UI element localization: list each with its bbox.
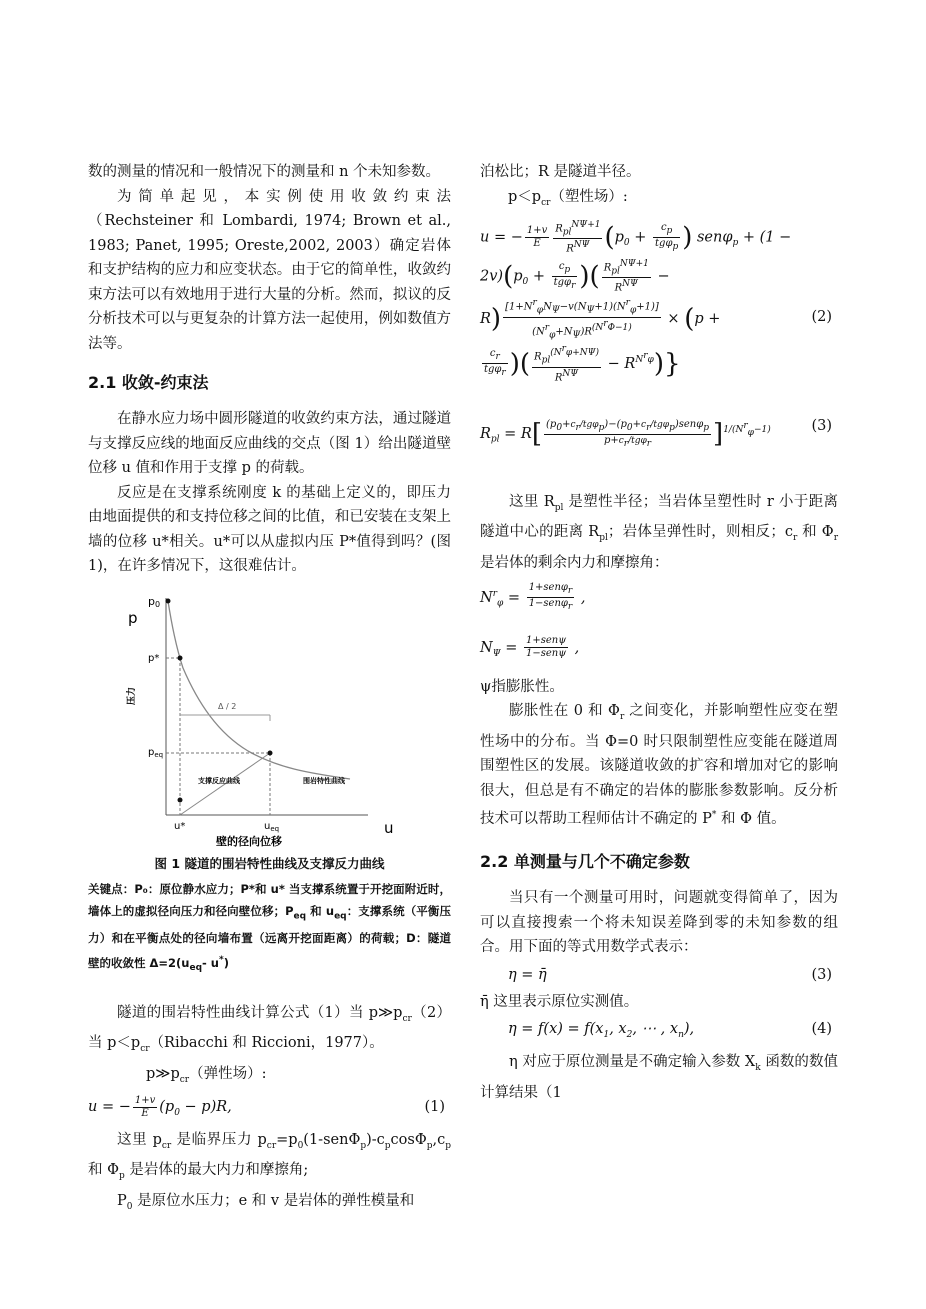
- x-label: 壁的径向位移: [216, 834, 282, 848]
- paragraph: 这里 $R_{pl}$ 是塑性半径；当岩体呈塑性时 r 小于距离隧道中心的距离 $R_{pl}$；岩体呈弹性时，则相反；$c_r$ 和 $\Phi_r$ 是岩体的剩余内力和摩擦角：: [480, 493, 838, 571]
- figure-1: [88, 593, 451, 848]
- equation-number: (3): [811, 966, 832, 983]
- section-heading-2-2: 2.2 单测量与几个不确定参数: [480, 852, 690, 872]
- equation-2: u = − $\frac{1+v}{E}$ $\frac{R_{pl}^{N\Psi+1}}{R^{N\Psi}}$ ($p_0$ + $\frac{c_p}{tg\varphi_p}$ ) senφ$_p$ + (1 − $2v)(p_0$ + $\frac{c_p}{tg\varphi_r}$ )( $\frac{R_{pl}^{N\Psi+1}}{R^{N\Psi}}$ − R) $\frac{[1+N^r_\varphi N_\Psi-v(N_\Psi+1)(N^r_\varphi+1)]}{(N^r_\varphi+N_\Psi)R^{(N^r\Phi-1)}}$ × (p + $\frac{c_r}{tg\varphi_r}$ )( $\frac{R_{pl}^{(N^r\varphi+N\Psi)}}{R^{N\Psi}}$ − $R^{N^r\varphi}$)} (2): [480, 219, 832, 384]
- figure-1-chart: [88, 593, 451, 848]
- paragraph: 在静水应力场中圆形隧道的收敛约束方法，通过隧道与支撑反应线的地面反应曲线的交点（图 1）给出隧道壁位移 u 值和作用于支撑 p 的荷载。: [88, 411, 451, 476]
- equation-3b: η = η̄ (3): [480, 962, 838, 988]
- paragraph: 为简单起见，本实例使用收敛约束法（Rechsteiner 和 Lombardi, 1974; Brown et al., 1983; Panet, 1995; Oreste,2002, 2003）确定岩体和支护结构的应力和应变状态。由于它的简单性，收敛约束方法可以有效地用于进行大量的分析。然而，拟议的反分析技术可以与更复杂的计算方法一起使用，例如数值方法等。: [88, 188, 451, 352]
- equation-n-psi: $N_\Psi$ = $\frac{\text{1+senψ}}{\text{1−senψ}}$ ,: [480, 635, 580, 660]
- point-p0: [166, 598, 171, 603]
- y-label: 压力: [127, 686, 137, 705]
- equation-n-phi: $N^r_\varphi$ = $\frac{1+sen\varphi_r}{1-sen\varphi_r}$ ,: [480, 582, 586, 613]
- ustar-label: u*: [174, 820, 186, 832]
- rock-characteristic-curve: [168, 601, 350, 779]
- equation-number: (1): [424, 1099, 445, 1116]
- point-eq: [268, 750, 273, 755]
- paragraph: η 对应于原位测量是不确定输入参数 $X_k$ 函数的数值计算结果（1: [480, 1054, 838, 1101]
- paragraph: $P_0$ 是原位水压力；e 和 v 是岩体的弹性模量和: [117, 1192, 415, 1212]
- pstar-label: p*: [148, 652, 160, 664]
- y-axis-symbol: p: [128, 608, 138, 627]
- left-column: [88, 160, 451, 1219]
- paragraph: 泊松比；R 是隧道半径。: [480, 164, 641, 180]
- ueq-label: $u_{eq}$: [264, 820, 280, 833]
- point-pstar: [178, 655, 183, 660]
- right-column: [480, 160, 838, 1105]
- support-curve-label: 支撑反应曲线: [198, 776, 240, 785]
- delta-label: Δ / 2: [218, 701, 237, 711]
- elastic-field-label: $p≫p_{cr}$（弹性场）:: [146, 1065, 267, 1085]
- point-ustar: [178, 797, 183, 802]
- figure-caption: 图 1 隧道的围岩特性曲线及支撑反力曲线: [154, 855, 385, 871]
- equation-1: u = − $\frac{1+v}{E}$ $(p_0 - p)R$, (1): [88, 1094, 445, 1119]
- paragraph: η̄ 这里表示原位实测值。: [480, 993, 639, 1010]
- section-heading-2-1: 2.1 收敛-约束法: [88, 373, 209, 392]
- paragraph: 这里 $p_{cr}$ 是临界压力 $p_{cr}=p_0(1-sen\Phi_p)-c_p\cos\Phi_p,c_p$ 和 $\Phi_p$ 是岩体的最大内力和摩擦角;: [88, 1131, 451, 1182]
- plastic-field-label: $p<p_{cr}$（塑性场）:: [508, 188, 628, 208]
- paragraph: 当只有一个测量可用时，问题就变得简单了，因为可以直接搜索一个将未知误差降到零的未知参数的组合。用下面的等式用数学式表示：: [480, 890, 838, 956]
- equation-number: (2): [811, 308, 832, 325]
- paragraph: 膨胀性在 0 和 $\Phi_r$ 之间变化，并影响塑性应变在塑性场中的分布。当 Φ=0 时只限制塑性应变能在隧道周围塑性区的发展。该隧道收敛的扩容和增加对它的影响很大，但总是有不确定的岩体的膨胀参数影响。反分析技术可以帮助工程师估计不确定的 P* 和 Φ 值。: [480, 703, 838, 827]
- equation-number: (3): [811, 418, 832, 435]
- equation-3: $R_{pl} = R$[ $\frac{(p_0+c_r/tg\varphi_p)-(p_0+c_r/tg\varphi_p)sen\varphi_p}{p+c_r/tg\varphi_r}$ ]$^{1/(N^r_\varphi-1)}$ (3): [480, 406, 838, 460]
- paragraph: ψ指膨胀性。: [480, 678, 564, 695]
- equation-number: (4): [811, 1021, 832, 1038]
- equation-4: $\eta = f(x) = f(x_1$, $x_2$, ⋯ , $x_n$), (4): [480, 1016, 838, 1048]
- figure-keypoints: 关键点：P₀：原位静水应力；P*和 u* 当支撑系统置于开挖面附近时，墙体上的虚拟径向压力和径向壁位移；$P_{eq}$ 和 $u_{eq}$：支撑系统（平衡压力）和在平衡点处的径向墙布置（远离开挖面距离）的荷载；D：隧道壁的收敛性 $\Delta=2(u_{eq}-$ u*): [88, 881, 451, 973]
- rock-curve-label: 围岩特性曲线: [303, 776, 345, 785]
- p0-label: p0: [148, 594, 161, 609]
- paragraph: 隧道的围岩特性曲线计算公式（1）当 $p≫p_{cr}(2)$当 $p<p_{cr}(Ribacchi$ 和 Riccioni，1977）。: [88, 1004, 451, 1055]
- x-axis-symbol: u: [384, 818, 394, 837]
- peq-label: $p_{eq}$: [148, 746, 164, 759]
- paragraph: 数的测量的情况和一般情况下的测量和 n 个未知参数。: [88, 164, 441, 180]
- paragraph: 反应是在支撑系统刚度 k 的基础上定义的，即压力由地面提供的和支持位移之间的比值，和已安装在支架上墙的位移 u*相关。u*可以从虚拟内压 P*值得到吗？(图 1)，在许多情况下，这很难估计。: [88, 484, 451, 574]
